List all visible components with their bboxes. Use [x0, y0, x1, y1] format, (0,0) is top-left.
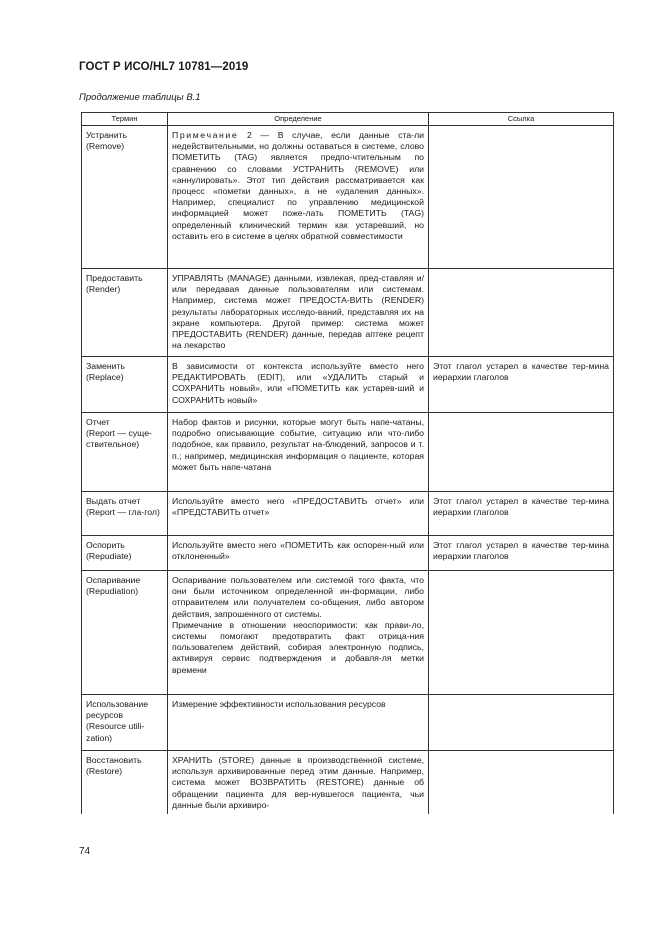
page-number: 74: [79, 846, 91, 857]
table-row: [82, 536, 614, 571]
term-cell: Выдать отчет (Report — гла-гол): [82, 492, 168, 536]
definition-cell: Используйте вместо него «ПРЕДОСТАВИТЬ отчет» или «ПРЕДСТАВИТЬ отчет»: [168, 492, 429, 536]
definition-cell: Используйте вместо него «ПОМЕТИТЬ как оспорен-ный или отклоненный»: [168, 536, 429, 571]
table-row: [82, 695, 614, 751]
table-row: [82, 571, 614, 695]
table-row: [82, 492, 614, 536]
reference-cell: Этот глагол устарел в качестве тер-мина иерархии глаголов: [429, 357, 614, 413]
table-caption: Продолжение таблицы В.1: [79, 92, 201, 103]
definition-text: 2 — В случае, если данные ста-ли недействительными, но должны оставаться в системе, слово ПОМЕТИТЬ (TAG) является предпо-чтительным по сравнению со словами УСТРАНИТЬ (REMOVE) или «аннулировать». Этот тип действия рассматривается как процесс «пометки данных», а не «удаления данных». Например, специалист по управлению медицинской информацией может поже-лать ПОМЕТИТЬ (TAG) определенный клинический термин как устаревший, но оставить его в системе в целях обратной совместимости: [172, 130, 424, 241]
term-cell: Заменить (Replace): [82, 357, 168, 413]
term-cell: Отчет (Report — суще-ствительное): [82, 413, 168, 492]
definition-cell: В зависимости от контекста используйте вместо него РЕДАКТИРОВАТЬ (EDIT), или «УДАЛИТЬ старый и СОХРАНИТЬ новый», или «ПОМЕТИТЬ как устарев-ший и СОХРАНИТЬ новый»: [168, 357, 429, 413]
term-cell: Использование ресурсов (Resource utili-zation): [82, 695, 168, 751]
terms-table: [81, 112, 614, 814]
definition-cell: ХРАНИТЬ (STORE) данные в производственной системе, используя архивированные перед этим данные. Например, система может ВОЗВРАТИТЬ (RESTORE) данные об обращении пациента для вер-нувшегося пациента, чьи данные были архивиро-: [168, 751, 429, 815]
reference-cell: Этот глагол устарел в качестве тер-мина иерархии глаголов: [429, 492, 614, 536]
reference-cell: [429, 269, 614, 357]
standard-title: ГОСТ Р ИСО/HL7 10781—2019: [79, 61, 249, 73]
term-cell: Восстановить (Restore): [82, 751, 168, 815]
table-row: [82, 269, 614, 357]
definition-text: Оспаривание пользователем или системой того факта, что они были источником определенной ин-формации, либо отправителем или получателем со-общения, либо автором действия, запрошенного от системы.: [172, 575, 424, 619]
definition-cell: УПРАВЛЯТЬ (MANAGE) данными, извлекая, пред-ставляя и/или передавая данные пользователям или системам. Например, система может ПРЕДОСТА-ВИТЬ (RENDER) результаты лабораторных исследо-ваний, представляя их на экране компьютера. Другой пример: система может ПРЕДОСТАВИТЬ (RENDER) данные, передав аптеке рецепт на лекарство: [168, 269, 429, 357]
reference-cell: Этот глагол устарел в качестве тер-мина иерархии глаголов: [429, 536, 614, 571]
table-row: [82, 413, 614, 492]
table-row: [82, 357, 614, 413]
reference-cell: [429, 571, 614, 695]
table-row: [82, 751, 614, 815]
definition-cell: [168, 571, 429, 695]
note-label: Примечание: [172, 130, 239, 140]
reference-cell: [429, 751, 614, 815]
definition-cell: Набор фактов и рисунки, которые могут быть напе-чатаны, подробно описывающие событие, ситуацию или что-либо подобное, как правило, результат на-блюдений, запросов и т. п.; например, медицинская информация о пациенте, которая может быть напе-чатана: [168, 413, 429, 492]
term-cell: Предоставить (Render): [82, 269, 168, 357]
definition-cell: Измерение эффективности использования ресурсов: [168, 695, 429, 751]
term-cell: Оспорить (Repudiate): [82, 536, 168, 571]
reference-cell: [429, 126, 614, 269]
table-row: [82, 126, 614, 269]
column-header-reference: Ссылка: [429, 113, 614, 126]
table-header-row: [82, 113, 614, 126]
term-cell: Оспаривание (Repudiation): [82, 571, 168, 695]
definition-cell: [168, 126, 429, 269]
definition-note: Примечание в отношении неоспоримости: как прави-ло, системы помогают предотвратить факт отрица-ния пользователем действий, собирая электронную подпись, активируя сервис подтверждения и добавля-ля метки времени: [172, 619, 424, 675]
reference-cell: [429, 695, 614, 751]
term-cell: Устранить (Remove): [82, 126, 168, 269]
column-header-term: Термин: [82, 113, 168, 126]
reference-cell: [429, 413, 614, 492]
column-header-definition: Определение: [168, 113, 429, 126]
